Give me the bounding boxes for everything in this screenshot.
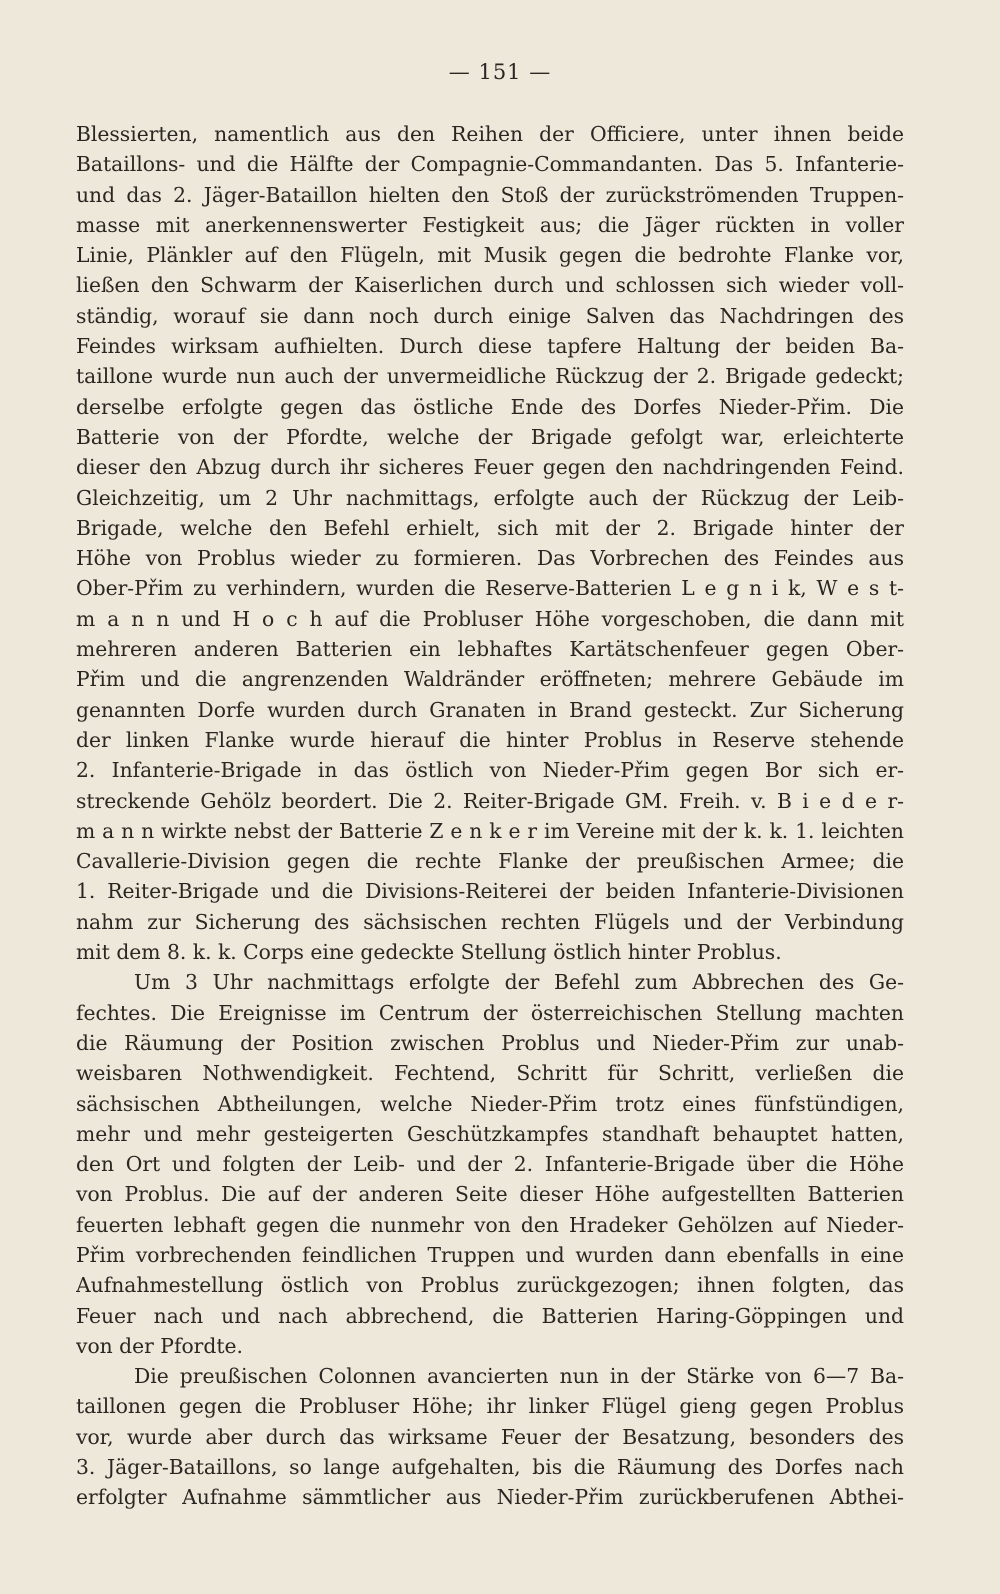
text-line: ließen den Schwarm der Kaiserlichen durch und schlossen sich wieder voll-: [76, 273, 904, 298]
text-line: die Räumung der Position zwischen Problus und Nieder-Přim zur unab-: [76, 1030, 904, 1055]
text-line: m a n n und H o c h auf die Probluser Höhe vorgeschoben, die dann mit: [76, 606, 904, 631]
text-line: von der Pfordte.: [76, 1333, 243, 1358]
text-line: feuerten lebhaft gegen die nunmehr von den Hradeker Gehölzen auf Nieder-: [76, 1212, 904, 1237]
text-line: vor, wurde aber durch das wirksame Feuer der Besatzung, besonders des: [76, 1424, 904, 1449]
text-line: Feuer nach und nach abbrechend, die Batterien Haring-Göppingen und: [76, 1303, 904, 1328]
text-line: Bataillons- und die Hälfte der Compagnie-Commandanten. Das 5. Infanterie-: [76, 152, 904, 177]
text-line: taillone wurde nun auch der unvermeidliche Rückzug der 2. Brigade gedeckt;: [76, 364, 904, 389]
text-line: Přim vorbrechenden feindlichen Truppen und wurden dann ebenfalls in eine: [76, 1242, 904, 1267]
text-line: Přim und die angrenzenden Waldränder eröffneten; mehrere Gebäude im: [76, 667, 904, 692]
text-line: 3. Jäger-Bataillons, so lange aufgehalten, bis die Räumung des Dorfes nach: [76, 1455, 904, 1480]
text-line: Die preußischen Colonnen avancierten nun in der Stärke von 6—7 Ba-: [134, 1364, 904, 1389]
body-text: [76, 119, 904, 1513]
text-line: von Problus. Die auf der anderen Seite dieser Höhe aufgestellten Batterien: [76, 1182, 904, 1207]
text-line: Gleichzeitig, um 2 Uhr nachmittags, erfolgte auch der Rückzug der Leib-: [76, 485, 904, 510]
text-line: der linken Flanke wurde hierauf die hinter Problus in Reserve stehende: [76, 727, 904, 752]
text-line: derselbe erfolgte gegen das östliche Ende des Dorfes Nieder-Přim. Die: [76, 394, 904, 419]
text-line: 1. Reiter-Brigade und die Divisions-Reiterei der beiden Infanterie-Divisionen: [76, 879, 904, 904]
text-line: mehreren anderen Batterien ein lebhaftes Kartätschenfeuer gegen Ober-: [76, 637, 904, 662]
text-line: Aufnahmestellung östlich von Problus zurückgezogen; ihnen folgten, das: [76, 1273, 904, 1298]
text-line: mit dem 8. k. k. Corps eine gedeckte Stellung östlich hinter Problus.: [76, 940, 782, 965]
text-line: dieser den Abzug durch ihr sicheres Feuer gegen den nachdringenden Feind.: [76, 455, 904, 480]
text-line: Um 3 Uhr nachmittags erfolgte der Befehl zum Abbrechen des Ge-: [134, 970, 904, 995]
text-line: erfolgter Aufnahme sämmtlicher aus Nieder-Přim zurückberufenen Abthei-: [76, 1485, 904, 1510]
text-line: den Ort und folgten der Leib- und der 2. Infanterie-Brigade über die Höhe: [76, 1152, 904, 1177]
text-line: mehr und mehr gesteigerten Geschützkampfes standhaft behauptet hatten,: [76, 1121, 904, 1146]
text-line: Batterie von der Pfordte, welche der Brigade gefolgt war, erleichterte: [76, 424, 904, 449]
text-line: nahm zur Sicherung des sächsischen rechten Flügels und der Verbindung: [76, 909, 904, 934]
text-line: Brigade, welche den Befehl erhielt, sich mit der 2. Brigade hinter der: [76, 515, 904, 540]
text-line: masse mit anerkennenswerter Festigkeit aus; die Jäger rückten in voller: [76, 212, 904, 237]
text-line: weisbaren Nothwendigkeit. Fechtend, Schritt für Schritt, verließen die: [76, 1061, 904, 1086]
text-line: ständig, worauf sie dann noch durch einige Salven das Nachdringen des: [76, 303, 904, 328]
text-line: taillonen gegen die Probluser Höhe; ihr linker Flügel gieng gegen Problus: [76, 1394, 904, 1419]
text-line: genannten Dorfe wurden durch Granaten in Brand gesteckt. Zur Sicherung: [76, 697, 904, 722]
text-line: 2. Infanterie-Brigade in das östlich von Nieder-Přim gegen Bor sich er-: [76, 758, 904, 783]
page-number: — 151 —: [448, 60, 552, 84]
text-line: Cavallerie-Division gegen die rechte Flanke der preußischen Armee; die: [76, 849, 904, 874]
text-line: m a n n wirkte nebst der Batterie Z e n k e r im Vereine mit der k. k. 1. leichten: [76, 818, 904, 843]
text-line: Blessierten, namentlich aus den Reihen der Officiere, unter ihnen beide: [76, 122, 904, 146]
text-line: sächsischen Abtheilungen, welche Nieder-Přim trotz eines fünfstündigen,: [76, 1091, 904, 1116]
text-line: fechtes. Die Ereignisse im Centrum der österreichischen Stellung machten: [76, 1000, 904, 1025]
text-line: streckende Gehölz beordert. Die 2. Reiter-Brigade GM. Freih. v. B i e d e r-: [76, 788, 904, 813]
text-line: Linie, Plänkler auf den Flügeln, mit Musik gegen die bedrohte Flanke vor,: [76, 243, 904, 268]
text-line: Feindes wirksam aufhielten. Durch diese tapfere Haltung der beiden Ba-: [76, 334, 904, 359]
text-line: Höhe von Problus wieder zu formieren. Das Vorbrechen des Feindes aus: [76, 546, 904, 571]
text-line: und das 2. Jäger-Bataillon hielten den Stoß der zurückströmenden Truppen-: [76, 182, 904, 207]
text-line: Ober-Přim zu verhindern, wurden die Reserve-Batterien L e g n i k, W e s t-: [76, 576, 904, 601]
